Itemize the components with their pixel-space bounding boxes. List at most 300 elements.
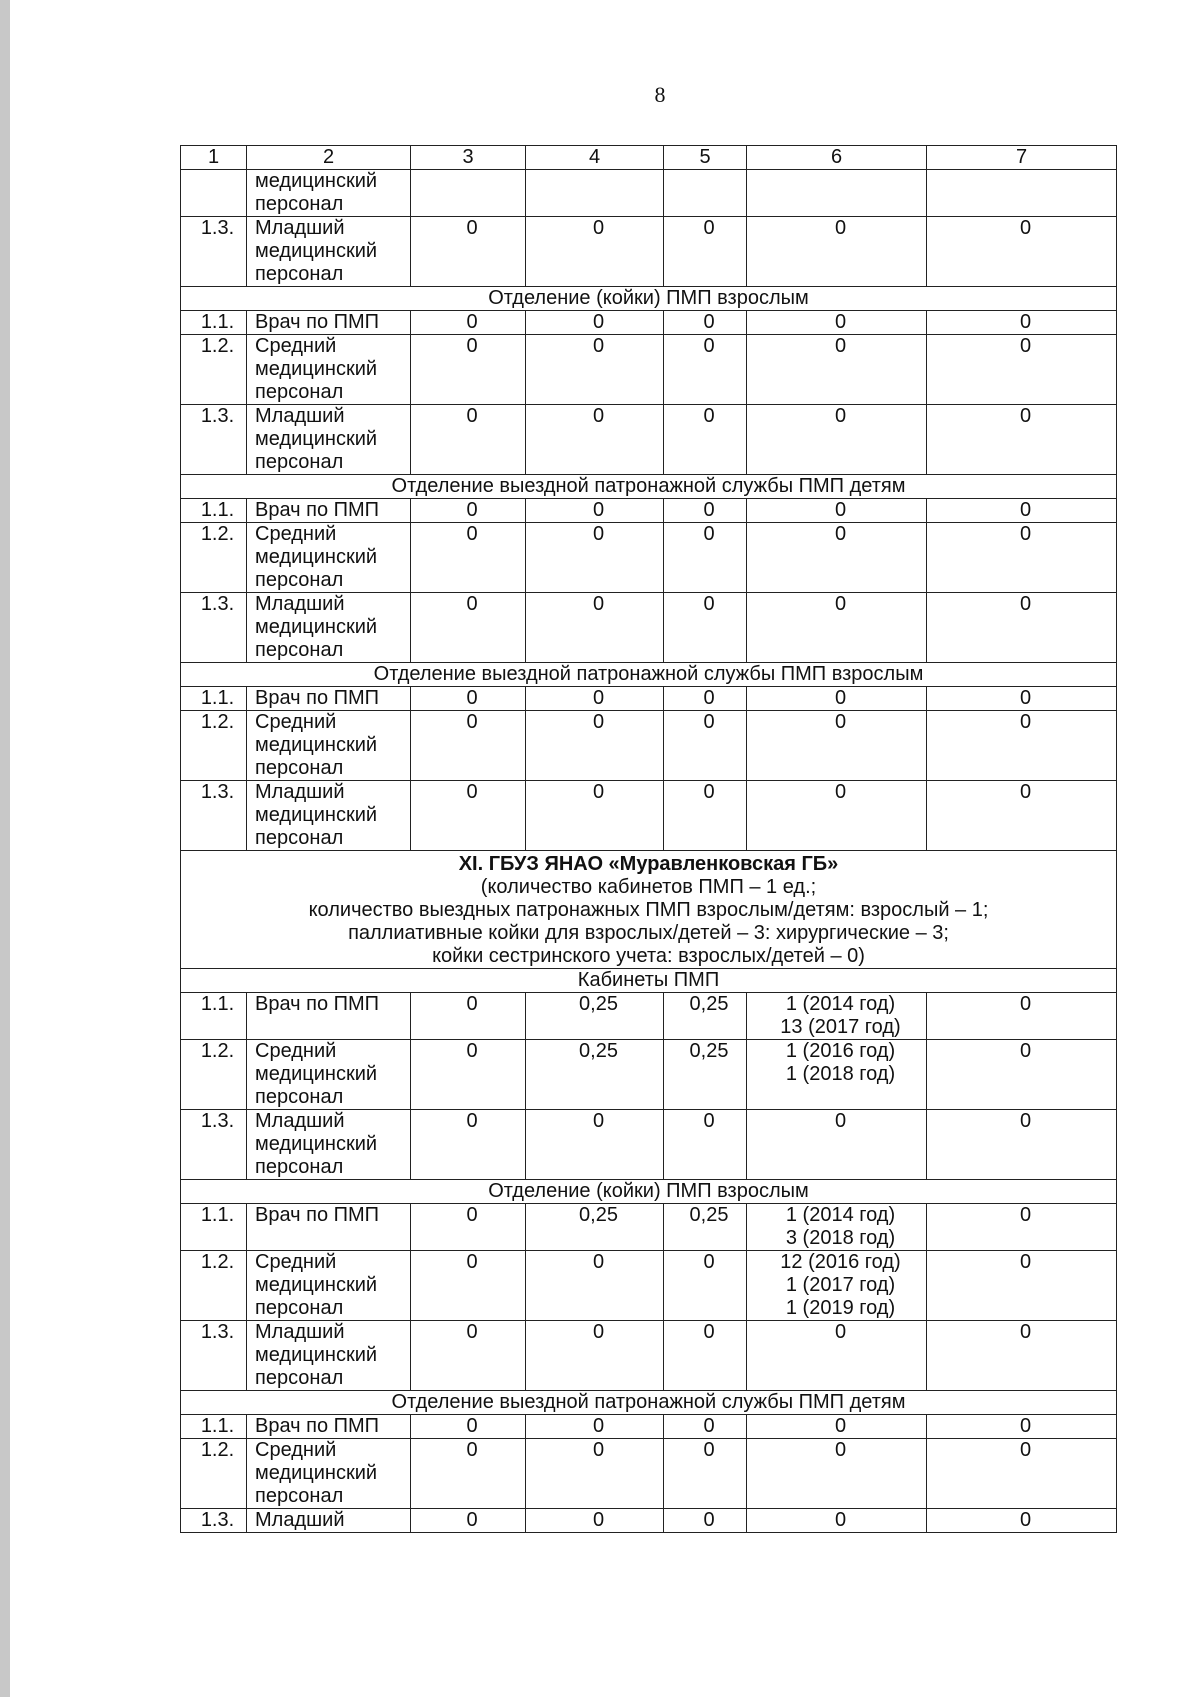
value-cell-c6 <box>747 1415 927 1439</box>
value-cell-c5 <box>664 217 747 287</box>
table-body <box>181 146 1117 1533</box>
table-row <box>181 1321 1117 1391</box>
value-cell-c4 <box>526 593 664 663</box>
value-cell-c3 <box>411 1321 526 1391</box>
value-line: 0 <box>703 1321 715 1343</box>
value-cell-c3 <box>411 781 526 851</box>
value-cell-c7 <box>927 993 1117 1040</box>
value-line: 0 <box>466 1251 478 1273</box>
table-row <box>181 1040 1117 1110</box>
value-cell-c5 <box>664 523 747 593</box>
value-cell-c5 <box>664 593 747 663</box>
value-line: 0 <box>834 593 847 615</box>
staff-category <box>247 993 411 1040</box>
row-number: 1.3. <box>181 1509 247 1533</box>
value-cell-c7 <box>927 1040 1117 1110</box>
staff-category <box>247 1509 411 1533</box>
value-cell-c5 <box>664 711 747 781</box>
value-cell-c6 <box>747 781 927 851</box>
value-line: 0 <box>1019 335 1032 357</box>
value-line: 0 <box>592 593 605 615</box>
staff-category-line: персонал <box>255 1156 344 1178</box>
staff-category-line: медицинский <box>255 240 378 262</box>
organization-detail-line: койки сестринского учета: взрослых/детей – 0) <box>432 945 865 967</box>
value-cell-c5 <box>664 781 747 851</box>
value-cell-c5 <box>664 1321 747 1391</box>
value-line: 0 <box>703 499 715 521</box>
value-cell-c7 <box>927 687 1117 711</box>
value-line: 0 <box>834 1415 847 1437</box>
value-cell-c4 <box>526 687 664 711</box>
value-cell-c5 <box>664 311 747 335</box>
staff-category-line: медицинский <box>255 1344 378 1366</box>
table-row <box>181 335 1117 405</box>
staff-category-line: персонал <box>255 1367 344 1389</box>
value-cell-c6 <box>747 405 927 475</box>
value-line: 0 <box>466 1110 478 1132</box>
value-cell-c6 <box>747 523 927 593</box>
row-number: 1.3. <box>181 1110 247 1180</box>
staff-category <box>247 1204 411 1251</box>
value-cell-c5 <box>664 1204 747 1251</box>
value-cell-c5 <box>664 499 747 523</box>
table-row <box>181 311 1117 335</box>
section-row <box>181 969 1117 993</box>
row-number: 1.3. <box>181 593 247 663</box>
row-number: 1.1. <box>181 687 247 711</box>
value-cell-c6 <box>747 593 927 663</box>
value-cell-c4 <box>526 781 664 851</box>
table-row <box>181 1204 1117 1251</box>
value-line: 0 <box>1019 781 1032 803</box>
value-cell-c7 <box>927 1415 1117 1439</box>
value-cell-c6 <box>747 311 927 335</box>
value-cell-c6 <box>747 711 927 781</box>
value-cell-c6 <box>747 1321 927 1391</box>
value-line: 0 <box>703 335 715 357</box>
value-cell-c7 <box>927 170 1117 217</box>
value-line: 0 <box>466 523 478 545</box>
value-line: 0 <box>466 217 478 239</box>
staff-category <box>247 1110 411 1180</box>
value-cell-c3 <box>411 405 526 475</box>
value-line: 0 <box>703 1251 715 1273</box>
value-cell-c7 <box>927 1321 1117 1391</box>
value-line: 0,25 <box>689 1204 729 1226</box>
header-cell: 4 <box>526 146 664 170</box>
staff-category-line: медицинский <box>255 546 378 568</box>
value-cell-c7 <box>927 1110 1117 1180</box>
staff-category <box>247 1251 411 1321</box>
value-line: 0 <box>703 593 715 615</box>
staffing-table <box>180 145 1117 1533</box>
value-cell-c6 <box>747 1040 927 1110</box>
value-line: 0,25 <box>689 1040 729 1062</box>
staff-category-line: Врач по ПМП <box>255 499 380 521</box>
row-number: 1.1. <box>181 311 247 335</box>
value-cell-c7 <box>927 1204 1117 1251</box>
value-cell-c4 <box>526 993 664 1040</box>
staff-category-line: персонал <box>255 451 344 473</box>
table-row <box>181 993 1117 1040</box>
table-row <box>181 593 1117 663</box>
value-cell-c6 <box>747 687 927 711</box>
value-line: 0 <box>1019 1415 1032 1437</box>
value-line: 0 <box>592 1509 605 1531</box>
staff-category-line: Средний <box>255 523 337 545</box>
value-cell-c7 <box>927 405 1117 475</box>
value-line: 0 <box>592 499 605 521</box>
value-line: 0,25 <box>689 993 729 1015</box>
table-row <box>181 523 1117 593</box>
value-cell-c6 <box>747 1204 927 1251</box>
value-line: 0,25 <box>579 993 618 1015</box>
value-cell-c5 <box>664 1415 747 1439</box>
value-line: 0 <box>1019 1040 1032 1062</box>
value-line: 0 <box>703 1439 715 1461</box>
value-cell-c3 <box>411 1415 526 1439</box>
value-line: 0 <box>592 711 605 733</box>
value-line: 1 (2014 год) <box>785 1204 896 1226</box>
header-cell: 3 <box>411 146 526 170</box>
value-line: 0 <box>466 405 478 427</box>
value-line: 0 <box>592 1439 605 1461</box>
value-line: 0 <box>834 1321 847 1343</box>
staff-category <box>247 781 411 851</box>
table-row <box>181 1439 1117 1509</box>
row-number: 1.2. <box>181 523 247 593</box>
value-line: 0 <box>703 687 715 709</box>
value-cell-c5 <box>664 405 747 475</box>
row-number: 1.2. <box>181 1040 247 1110</box>
table-row <box>181 217 1117 287</box>
row-number: 1.3. <box>181 217 247 287</box>
value-cell-c4 <box>526 711 664 781</box>
value-cell-c7 <box>927 781 1117 851</box>
row-number: 1.3. <box>181 405 247 475</box>
staff-category-line: медицинский <box>255 1133 378 1155</box>
value-line: 0 <box>703 217 715 239</box>
value-cell-c3 <box>411 499 526 523</box>
value-cell-c4 <box>526 217 664 287</box>
value-cell-c7 <box>927 523 1117 593</box>
value-line: 1 (2017 год) <box>785 1274 896 1296</box>
staff-category-line: Средний <box>255 335 337 357</box>
staff-category-line: Младший <box>255 1110 345 1132</box>
organization-header-row <box>181 851 1117 969</box>
value-cell-c4 <box>526 1251 664 1321</box>
value-line: 0 <box>466 1204 478 1226</box>
staff-category <box>247 217 411 287</box>
staff-category <box>247 405 411 475</box>
value-cell-c3 <box>411 687 526 711</box>
staff-category <box>247 499 411 523</box>
staff-category <box>247 1415 411 1439</box>
staff-category <box>247 1439 411 1509</box>
organization-detail-line: количество выездных патронажных ПМП взрослым/детям: взрослый – 1; <box>308 899 989 921</box>
value-line: 0 <box>834 499 847 521</box>
value-line: 0 <box>592 335 605 357</box>
value-cell-c5 <box>664 1110 747 1180</box>
staff-category <box>247 311 411 335</box>
value-cell-c6 <box>747 335 927 405</box>
staff-category-line: медицинский <box>255 1462 378 1484</box>
value-line: 0 <box>466 993 478 1015</box>
staff-category-line: Средний <box>255 1251 337 1273</box>
value-line: 0 <box>1019 405 1032 427</box>
organization-header <box>181 851 1117 969</box>
value-line: 0 <box>466 1439 478 1461</box>
value-cell-c3 <box>411 1040 526 1110</box>
value-line: 0 <box>834 711 847 733</box>
staff-category-line: персонал <box>255 757 344 779</box>
staff-category-line: Врач по ПМП <box>255 311 380 333</box>
staff-category-line: персонал <box>255 1485 344 1507</box>
row-number <box>181 170 247 217</box>
value-line: 0 <box>466 711 478 733</box>
staff-category-line: Средний <box>255 1040 337 1062</box>
staff-category <box>247 593 411 663</box>
value-cell-c5 <box>664 1040 747 1110</box>
value-line: 0 <box>703 781 715 803</box>
staff-category <box>247 335 411 405</box>
column-number-header <box>181 146 1117 170</box>
value-line: 0 <box>834 405 847 427</box>
staff-category-line: медицинский <box>255 428 378 450</box>
value-cell-c3 <box>411 311 526 335</box>
value-cell-c3 <box>411 335 526 405</box>
value-cell-c3 <box>411 993 526 1040</box>
value-line: 0 <box>592 523 605 545</box>
table-row <box>181 687 1117 711</box>
page-number: 8 <box>654 82 666 107</box>
section-title: Отделение (койки) ПМП взрослым <box>181 1180 1117 1204</box>
staff-category-line: Младший <box>255 781 345 803</box>
staff-category-line: персонал <box>255 263 344 285</box>
value-cell-c3 <box>411 711 526 781</box>
row-number: 1.1. <box>181 1415 247 1439</box>
value-line: 0 <box>466 1509 478 1531</box>
section-row <box>181 475 1117 499</box>
value-line: 0 <box>834 523 847 545</box>
staff-category <box>247 711 411 781</box>
value-line: 0 <box>592 781 605 803</box>
value-line: 0 <box>1019 217 1032 239</box>
table-row <box>181 499 1117 523</box>
value-cell-c6 <box>747 499 927 523</box>
value-cell-c5 <box>664 170 747 217</box>
table-row <box>181 1251 1117 1321</box>
value-cell-c6 <box>747 217 927 287</box>
value-cell-c6 <box>747 1251 927 1321</box>
value-cell-c6 <box>747 1110 927 1180</box>
row-number: 1.2. <box>181 1251 247 1321</box>
section-title: Отделение выездной патронажной службы ПМП детям <box>181 475 1117 499</box>
row-number: 1.1. <box>181 499 247 523</box>
value-line: 0 <box>466 781 478 803</box>
staff-category-line: медицинский <box>255 1063 378 1085</box>
value-cell-c3 <box>411 1251 526 1321</box>
value-line: 0 <box>703 1110 715 1132</box>
section-title: Отделение выездной патронажной службы ПМП детям <box>181 1391 1117 1415</box>
section-row <box>181 1180 1117 1204</box>
value-cell-c4 <box>526 523 664 593</box>
value-line: 0 <box>703 711 715 733</box>
staff-category-line: медицинский <box>255 804 378 826</box>
value-cell-c5 <box>664 335 747 405</box>
value-cell-c4 <box>526 1204 664 1251</box>
value-line: 0 <box>466 335 478 357</box>
staff-category-line: Средний <box>255 711 337 733</box>
value-line: 0 <box>1019 993 1032 1015</box>
staff-category-line: персонал <box>255 193 344 215</box>
staff-category-line: Врач по ПМП <box>255 687 380 709</box>
value-line: 1 (2014 год) <box>785 993 896 1015</box>
value-cell-c7 <box>927 1251 1117 1321</box>
value-cell-c6 <box>747 993 927 1040</box>
value-cell-c7 <box>927 311 1117 335</box>
row-number: 1.1. <box>181 1204 247 1251</box>
value-line: 0 <box>592 311 605 333</box>
value-line: 0 <box>834 1509 847 1531</box>
staff-category-line: Средний <box>255 1439 337 1461</box>
value-line: 0 <box>703 523 715 545</box>
value-cell-c4 <box>526 1509 664 1533</box>
table-row <box>181 405 1117 475</box>
row-number: 1.3. <box>181 1321 247 1391</box>
table-row <box>181 1415 1117 1439</box>
row-number: 1.2. <box>181 711 247 781</box>
staff-category-line: медицинский <box>255 616 378 638</box>
staff-category-line: медицинский <box>255 734 378 756</box>
value-line: 1 (2018 год) <box>785 1063 896 1085</box>
value-cell-c7 <box>927 711 1117 781</box>
value-line: 0 <box>592 1110 605 1132</box>
value-cell-c7 <box>927 1439 1117 1509</box>
value-line: 0 <box>703 1509 715 1531</box>
value-line: 0 <box>466 1040 478 1062</box>
staff-category-line: персонал <box>255 569 344 591</box>
value-cell-c4 <box>526 335 664 405</box>
value-line: 0,25 <box>579 1040 618 1062</box>
organization-detail-line: паллиативные койки для взрослых/детей – 3: хирургические – 3; <box>348 922 949 944</box>
value-cell-c7 <box>927 593 1117 663</box>
section-row <box>181 663 1117 687</box>
value-line: 0 <box>592 1321 605 1343</box>
value-line: 0 <box>1019 499 1032 521</box>
scan-edge <box>0 0 10 1697</box>
header-cell: 6 <box>747 146 927 170</box>
staff-category <box>247 523 411 593</box>
value-line: 12 (2016 год) <box>780 1251 901 1273</box>
value-line: 13 (2017 год) <box>780 1016 901 1038</box>
value-line: 3 (2018 год) <box>785 1227 896 1249</box>
section-title: Кабинеты ПМП <box>181 969 1117 993</box>
value-cell-c4 <box>526 311 664 335</box>
table-row <box>181 781 1117 851</box>
value-line: 0 <box>466 593 478 615</box>
value-cell-c7 <box>927 335 1117 405</box>
staff-category-line: медицинский <box>255 170 378 192</box>
row-number: 1.1. <box>181 993 247 1040</box>
staff-category-line: Младший <box>255 593 345 615</box>
value-line: 0 <box>834 687 847 709</box>
staff-category-line: Младший <box>255 1321 345 1343</box>
value-line: 0,25 <box>579 1204 618 1226</box>
value-line: 1 (2016 год) <box>785 1040 896 1062</box>
staff-category-line: Младший <box>255 217 345 239</box>
value-line: 0 <box>1019 711 1032 733</box>
row-number: 1.2. <box>181 335 247 405</box>
value-cell-c6 <box>747 170 927 217</box>
value-line: 0 <box>466 1321 478 1343</box>
value-cell-c3 <box>411 1509 526 1533</box>
staff-category-line: персонал <box>255 381 344 403</box>
value-cell-c4 <box>526 405 664 475</box>
value-line: 0 <box>834 311 847 333</box>
value-line: 1 (2019 год) <box>785 1297 896 1319</box>
value-line: 0 <box>834 217 847 239</box>
staff-category-line: Врач по ПМП <box>255 1204 380 1226</box>
value-line: 0 <box>592 405 605 427</box>
value-cell-c3 <box>411 1204 526 1251</box>
value-cell-c3 <box>411 593 526 663</box>
header-cell: 7 <box>927 146 1117 170</box>
value-line: 0 <box>1019 311 1032 333</box>
value-cell-c7 <box>927 1509 1117 1533</box>
value-cell-c3 <box>411 170 526 217</box>
section-row <box>181 287 1117 311</box>
table-row <box>181 711 1117 781</box>
staff-category <box>247 170 411 217</box>
value-cell-c3 <box>411 1439 526 1509</box>
value-cell-c4 <box>526 170 664 217</box>
value-line: 0 <box>1019 687 1032 709</box>
value-cell-c4 <box>526 1110 664 1180</box>
value-line: 0 <box>834 781 847 803</box>
value-line: 0 <box>703 311 715 333</box>
value-line: 0 <box>466 687 478 709</box>
staff-category-line: медицинский <box>255 358 378 380</box>
value-cell-c5 <box>664 1439 747 1509</box>
staff-category <box>247 1040 411 1110</box>
value-line: 0 <box>1019 1509 1032 1531</box>
staff-category-line: персонал <box>255 827 344 849</box>
row-number: 1.3. <box>181 781 247 851</box>
staff-category-line: Младший <box>255 1509 345 1531</box>
staff-category-line: Врач по ПМП <box>255 993 380 1015</box>
value-cell-c3 <box>411 523 526 593</box>
staff-category-line: медицинский <box>255 1274 378 1296</box>
section-title: Отделение (койки) ПМП взрослым <box>181 287 1117 311</box>
row-number: 1.2. <box>181 1439 247 1509</box>
value-cell-c6 <box>747 1509 927 1533</box>
value-line: 0 <box>1019 593 1032 615</box>
value-line: 0 <box>1019 1321 1032 1343</box>
value-cell-c4 <box>526 499 664 523</box>
value-line: 0 <box>592 1415 605 1437</box>
value-line: 0 <box>834 335 847 357</box>
value-cell-c4 <box>526 1040 664 1110</box>
staff-category-line: Младший <box>255 405 345 427</box>
value-cell-c4 <box>526 1439 664 1509</box>
organization-title: XI. ГБУЗ ЯНАО «Муравленковская ГБ» <box>458 853 839 875</box>
section-title: Отделение выездной патронажной службы ПМП взрослым <box>181 663 1117 687</box>
table-row <box>181 1509 1117 1533</box>
value-cell-c4 <box>526 1415 664 1439</box>
value-cell-c7 <box>927 217 1117 287</box>
value-line: 0 <box>1019 523 1032 545</box>
